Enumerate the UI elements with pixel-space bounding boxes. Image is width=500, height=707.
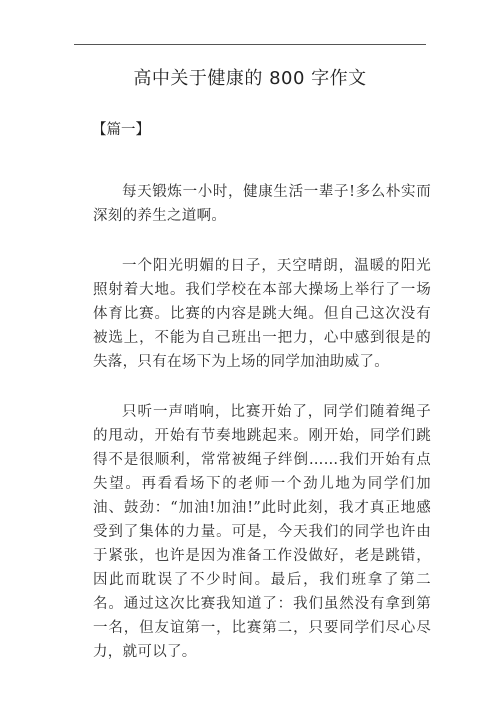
paragraph-2: 一个阳光明媚的日子，天空晴朗，温暖的阳光照射着大地。我们学校在本部大操场上举行了一场体育比赛。比赛的内容是跳大绳。但自己这次没有被选上，不能为自己班出一把力，心中感到很是的失落，只有在场下为上场的同学加油助威了。 — [93, 258, 431, 370]
document-title: 高中关于健康的 800 字作文 — [133, 68, 367, 89]
section-label: 【篇一】 — [92, 122, 150, 138]
essay-body — [93, 180, 431, 690]
top-divider — [74, 44, 426, 45]
paragraph-3: 只听一声哨响，比赛开始了，同学们随着绳子的甩动，开始有节奏地跳起来。刚开始，同学们跳得不是很顺利，常常被绳子绊倒……我们开始有点失望。再看看场下的老师一个劲儿地为同学们加油、鼓劲：“加油!加油!”此时此刻，我才真正地感受到了集体的力量。可是，今天我们的同学也许由于紧张，也许是因为准备工作没做好，老是跳错，因此而耽误了不少时间。最后，我们班拿了第二名。通过这次比赛我知道了：我们虽然没有拿到第一名，但友谊第一，比赛第二，只要同学们尽心尽力，就可以了。 — [93, 404, 431, 660]
paragraph-1: 每天锻炼一小时，健康生活一辈子!多么朴实而深刻的养生之道啊。 — [93, 184, 431, 224]
